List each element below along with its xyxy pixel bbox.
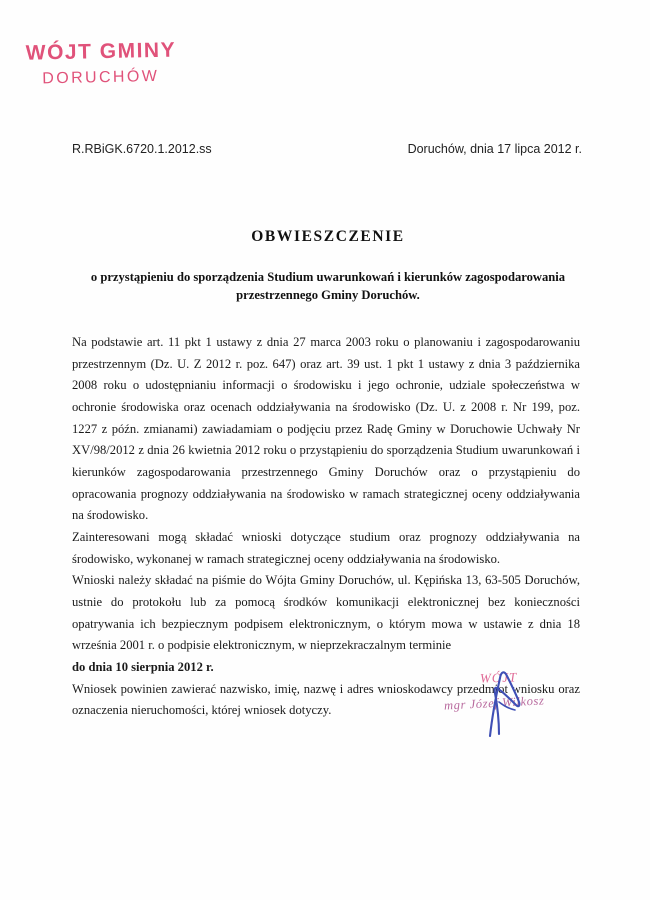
body-paragraph-3-text: Wnioski należy składać na piśmie do Wójta Gminy Doruchów, ul. Kępińska 13, 63-505 Doruchów, ustnie do protokołu lub za pomocą środków komunikacji elektronicznej bez konieczności opatrywania ich bezpiecznym podpisem elektronicznym, o którym mowa w ustawie z dnia 18 września 2001 r. o podpisie elektronicznym, w nieprzekraczalnym terminie	[72, 573, 580, 653]
body-paragraph-4: Wniosek powinien zawierać nazwisko, imię, nazwę i adres wnioskodawcy przedmiot wniosku oraz oznaczenia nieruchomości, której wniosek dotyczy.	[72, 681, 580, 718]
submission-deadline: do dnia 10 sierpnia 2012 r.	[72, 659, 214, 674]
letterhead-line-2: DORUCHÓW	[42, 67, 160, 88]
page-subtitle: o przystąpieniu do sporządzenia Studium uwarunkowań i kierunków zagospodarowania przestrzennego Gminy Doruchów.	[90, 270, 566, 303]
title-block	[72, 228, 584, 305]
letterhead-stamp	[26, 37, 287, 87]
body-paragraph-2: Zainteresowani mogą składać wnioski dotyczące studium oraz prognozy oddziaływania na środowisko, wykonanej w ramach strategicznej oceny oddziaływania na środowisko.	[72, 529, 580, 566]
body-paragraph-1: Na podstawie art. 11 pkt 1 ustawy z dnia 27 marca 2003 roku o planowaniu i zagospodarowaniu przestrzennym (Dz. U. Z 2012 r. poz. 647) oraz art. 39 ust. 1 pkt 1 ustawy z dnia 3 października 2008 roku o udostępnianiu informacji o środowisku i jego ochronie, udziale społeczeństwa w ochronie środowiska oraz ocenach oddziaływania na środowisko (Dz. U. z 2008 r. Nr 199, poz. 1227 z późn. zmianami) zawiadamiam o podjęciu przez Radę Gminy w Doruchowie Uchwały Nr XV/98/2012 z dnia 26 kwietnia 2012 roku o przystąpieniu do sporządzenia Studium uwarunkowań i kierunków zagospodarowania przestrzennego Gminy Doruchów oraz o przystąpieniu do opracowania prognozy oddziaływania na środowisko w ramach strategicznej oceny oddziaływania na środowisko.	[72, 335, 580, 523]
place-and-date: Doruchów, dnia 17 lipca 2012 r.	[407, 142, 582, 156]
document-header-row	[72, 142, 584, 156]
body-paragraph-3	[72, 570, 580, 657]
letterhead-line-1: WÓJT GMINY	[25, 38, 177, 65]
signature-stamp-title: WÓJT	[479, 669, 518, 686]
document-body	[72, 332, 580, 722]
page-title: OBWIESZCZENIE	[251, 228, 405, 245]
reference-number: R.RBiGK.6720.1.2012.ss	[72, 142, 212, 156]
signature-block	[438, 668, 588, 732]
signature-stamp-name: mgr Józef Wilkosz	[443, 693, 545, 713]
